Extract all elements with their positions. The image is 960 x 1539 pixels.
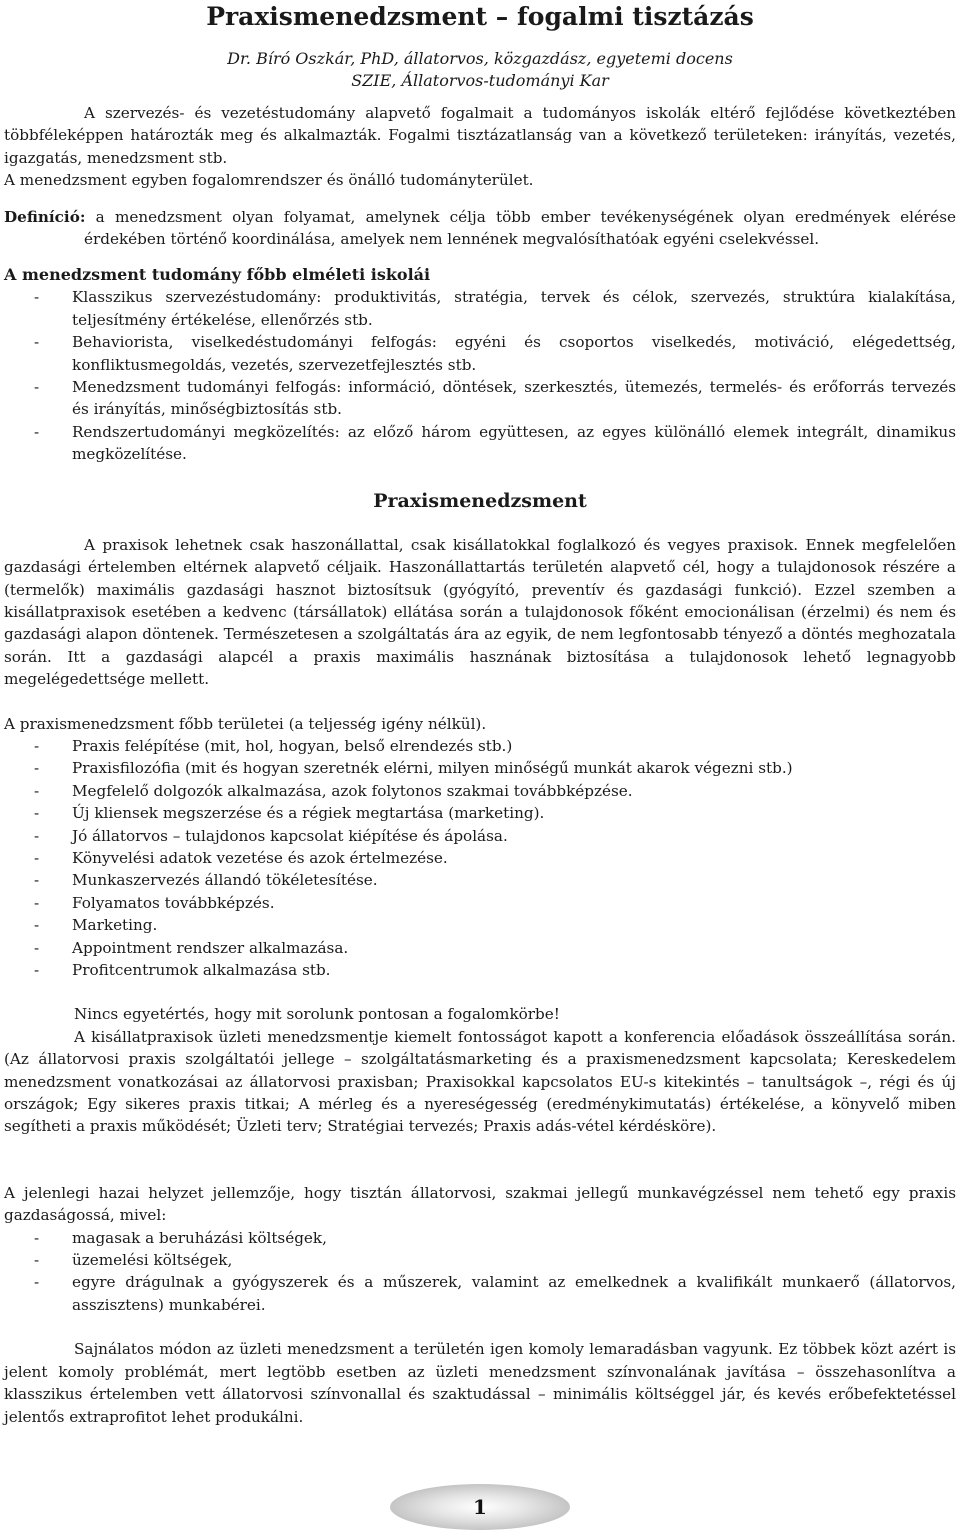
- schools-list: [4, 286, 956, 465]
- author-block: [4, 48, 956, 92]
- list-item: - Új kliensek megszerzése és a régiek megtartása (marketing).: [34, 804, 545, 823]
- intro-paragraph: A szervezés- és vezetéstudomány alapvető fogalmait a tudományos iskolák eltérő fejlődése következtében többféleképpen határozták meg és alkalmazták. Fogalmi tisztázatlanság van a következő területeken: irányítás, vezetés, igazgatás, menedzsment stb.: [4, 104, 956, 167]
- page-number-badge: [390, 1484, 570, 1530]
- list-item: - Megfelelő dolgozók alkalmazása, azok folytonos szakmai továbbképzése.: [34, 781, 633, 800]
- list-item: - Jó állatorvos – tulajdonos kapcsolat kiépítése és ápolása.: [34, 826, 508, 845]
- list-item: - Rendszertudományi megközelítés: az előző három együttesen, az egyes különálló elemek integrált, dinamikus megközelítése.: [34, 422, 956, 464]
- list-item: - Praxisfilozófia (mit és hogyan szeretnék elérni, milyen minőségű munkát akarok végezni stb.): [34, 759, 793, 778]
- conference-paragraph: A kisállatpraxisok üzleti menedzsmentje kiemelt fontosságot kapott a konferencia előadások összeállítása során. (Az állatorvosi praxis szolgáltatói jellege – szolgáltatásmarketing és a praxismenedzsment kapcsolata; Kereskedelem menedzsment vonatkozásai az állatorvosi praxisban; Praxisokkal kapcsolatos EU-s kitekintés – tanultságok –, régi és új országok; Egy sikeres praxis titkai; A mérleg és a nyereségesség (eredménykimutatás) értékelése, a könyvelő miben segítheti a praxis működését; Üzleti terv; Stratégiai tervezés; Praxis adás-vétel kérdésköre).: [4, 1027, 956, 1136]
- schools-heading: A menedzsment tudomány főbb elméleti iskolái: [4, 265, 431, 285]
- list-item: - Menedzsment tudományi felfogás: információ, döntések, szerkesztés, ütemezés, termelés- és erőforrás tervezés és irányítás, minőségbiztosítás stb.: [34, 378, 956, 419]
- praxis-paragraph: A praxisok lehetnek csak haszonállattal, csak kisállatokkal foglalkozó és vegyes praxisok. Ennek megfelelően gazdasági értelemben eltérnek alapvető céljaik. Haszonállattartás területén alapvető cél, hogy a tulajdonosok részére a (termelők) maximális gazdasági hasznot biztosítsuk (gyógyító, preventív és gazdasági funkció). Ezzel szemben a kisállatpraxisok esetében a kedvenc (társállatok) ellátása során a tulajdonosok főként emocionálisan (érzelmi) és nem és gazdasági alapon döntenek. Természetesen a szolgáltatás ára az egyik, de nem legfontosabb tényező a döntés meghozatala során. Itt a gazdasági alapcél a praxis maximális hasznának biztosítása a tulajdonosok lehető legnagyobb megelégedettsége mellett.: [4, 535, 956, 689]
- document-title: Praxismenedzsment – fogalmi tisztázás: [206, 2, 754, 31]
- definition-paragraph: [4, 206, 956, 251]
- definition-text: a menedzsment olyan folyamat, amelynek célja több ember tevékenységének olyan eredmények elérése érdekében történő koordinálása, amelyek nem lennének megvalósíthatóak egyéni cselekvéssel.: [84, 207, 956, 249]
- intro-paragraph-2: A menedzsment egyben fogalomrendszer és önálló tudományterület.: [4, 171, 534, 190]
- document-page: [4, 0, 956, 1428]
- list-item: - Marketing.: [34, 916, 158, 935]
- list-item: - Folyamatos továbbképzés.: [34, 893, 275, 912]
- section-heading: Praxismenedzsment: [373, 489, 587, 512]
- list-item: - Profitcentrumok alkalmazása stb.: [34, 961, 331, 979]
- list-item: - egyre drágulnak a gyógyszerek és a műszerek, valamint az emelkednek a kvalifikált munkaerő (állatorvos, asszisztens) munkabérei.: [34, 1273, 956, 1314]
- closing-paragraph: Sajnálatos módon az üzleti menedzsment a területén igen komoly lemaradásban vagyunk. Ez többek közt azért is jelent komoly problémát, mert legtöbb esetben az üzleti menedzsment színvonalának javítása – összehasonlítva a klasszikus értelemben vett állatorvosi színvonallal és szaktudással – minimális költséggel jár, és kevés erőbefektetéssel jelentős extraprofitot lehet produkálni.: [4, 1340, 956, 1426]
- areas-list: [4, 735, 956, 981]
- areas-intro: A praxismenedzsment főbb területei (a teljesség igény nélkül).: [4, 714, 487, 733]
- author-name: Dr. Bíró Oszkár, PhD, állatorvos, közgazdász, egyetemi docens: [227, 49, 733, 68]
- list-item: - magasak a beruházási költségek,: [34, 1228, 327, 1247]
- situation-list: [4, 1227, 956, 1317]
- definition-label: Definíció:: [4, 207, 86, 226]
- list-item: - Appointment rendszer alkalmazása.: [34, 938, 349, 957]
- author-affiliation: SZIE, Állatorvos-tudományi Kar: [351, 71, 609, 90]
- page-number: 1: [473, 1495, 487, 1519]
- list-item: - üzemelési költségek,: [34, 1251, 233, 1270]
- list-item: - Praxis felépítése (mit, hol, hogyan, belső elrendezés stb.): [34, 736, 513, 755]
- list-item: - Klasszikus szervezéstudomány: produktivitás, stratégia, tervek és célok, szervezés, struktúra kialakítása, teljesítmény értékelése, ellenőrzés stb.: [34, 288, 956, 329]
- list-item: - Behaviorista, viselkedéstudományi felfogás: egyéni és csoportos viselkedés, motiváció, elégedettség, konfliktusmegoldás, vezetés, szervezetfejlesztés stb.: [34, 333, 956, 374]
- situation-paragraph: A jelenlegi hazai helyzet jellemzője, hogy tisztán állatorvosi, szakmai jellegű munkavégzéssel nem tehető egy praxis gazdaságossá, mivel:: [4, 1183, 956, 1225]
- praxis-note: Nincs egyetértés, hogy mit sorolunk pontosan a fogalomkörbe!: [74, 1005, 560, 1024]
- list-item: - Munkaszervezés állandó tökéletesítése.: [34, 871, 378, 890]
- list-item: - Könyvelési adatok vezetése és azok értelmezése.: [34, 848, 448, 867]
